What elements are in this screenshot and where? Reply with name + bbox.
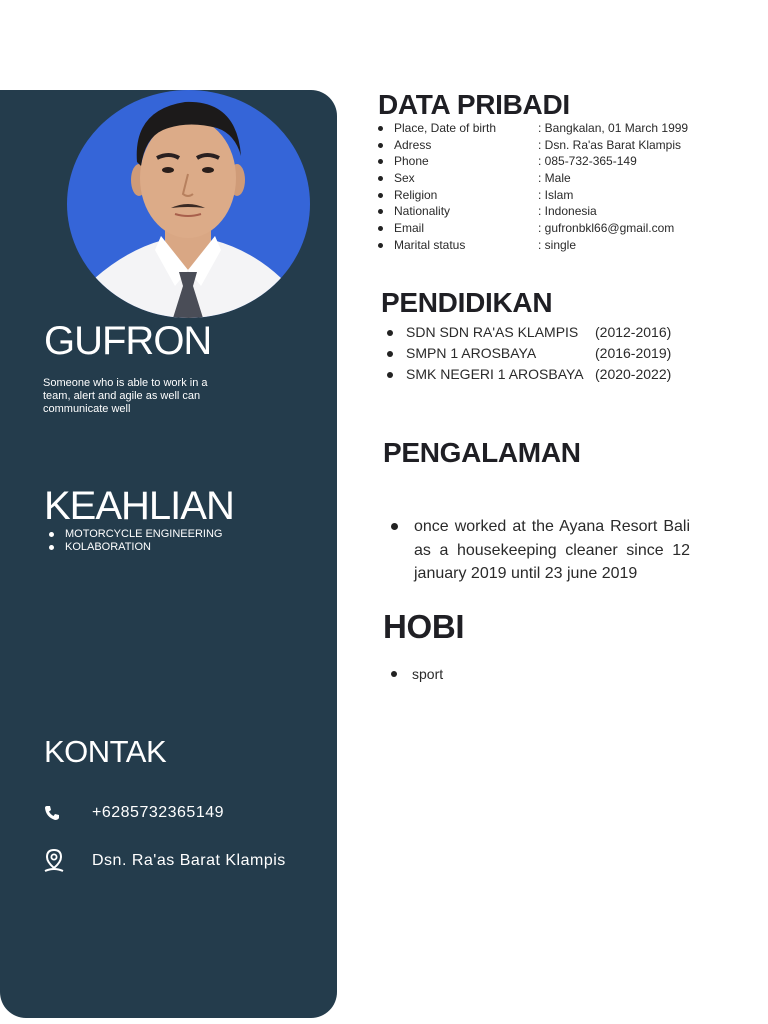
school-name: SMPN 1 AROSBAYA [406,345,537,361]
contact-address: Dsn. Ra'as Barat Klampis [92,852,286,869]
data-value: : 085-732-365-149 [538,154,637,169]
list-item [376,237,688,254]
data-value: : Islam [538,187,574,202]
data-value: : single [538,237,577,252]
data-label: Religion [394,187,438,202]
list-item [376,170,688,187]
contact-address-row [44,849,286,873]
skill-item: KOLABORATION [48,541,223,554]
experience-list [388,515,690,586]
experience-title: PENGALAMAN [383,437,581,468]
hobby-list [390,665,443,683]
skills-title: KEAHLIAN [44,484,234,528]
data-label: Phone [394,154,429,169]
list-item [376,187,688,204]
profile-photo [67,90,310,318]
list-item [376,120,688,137]
list-item [385,343,671,364]
school-name: SDN SDN RA'AS KLAMPIS [406,324,579,340]
list-item: sport [390,665,443,683]
contact-phone-row [44,804,224,822]
profile-tagline: Someone who is able to work in a team, alert and agile as well can communicate well [43,377,208,415]
school-years: (2012-2016) [595,324,672,340]
data-value: : gufronbkl66@gmail.com [538,221,675,236]
location-pin-icon [44,849,92,873]
school-years: (2016-2019) [595,345,672,361]
data-value: : Bangkalan, 01 March 1999 [538,121,689,135]
data-label: Nationality [394,204,451,219]
school-years: (2020-2022) [595,366,672,382]
skill-item: MOTORCYCLE ENGINEERING [48,528,223,541]
list-item [376,137,688,154]
data-label: Marital status [394,237,466,252]
list-item: once worked at the Ayana Resort Bali as a housekeeping cleaner since 12 january 2019 until 23 june 2019 [388,515,690,586]
list-item [385,364,671,385]
personal-data-title: DATA PRIBADI [378,89,570,120]
skills-list [48,528,223,554]
data-value: : Dsn. Ra'as Barat Klampis [538,137,682,152]
education-title: PENDIDIKAN [381,287,553,318]
list-item [376,203,688,220]
data-value: : Male [538,171,571,186]
personal-data-list [376,120,688,254]
data-label: Email [394,221,425,236]
phone-icon [44,805,92,821]
list-item [385,322,671,343]
data-label: Adress [394,137,432,152]
contact-phone[interactable]: +6285732365149 [92,804,225,821]
profile-name: GUFRON [44,319,212,363]
list-item [376,153,688,170]
contact-title: KONTAK [44,734,167,769]
hobby-title: HOBI [383,608,465,645]
list-item [376,220,688,237]
data-label: Sex [394,171,415,186]
data-label: Place, Date of birth [394,121,497,135]
data-value: : Indonesia [538,204,597,219]
school-name: SMK NEGERI 1 AROSBAYA [406,366,584,382]
education-list [385,322,671,385]
